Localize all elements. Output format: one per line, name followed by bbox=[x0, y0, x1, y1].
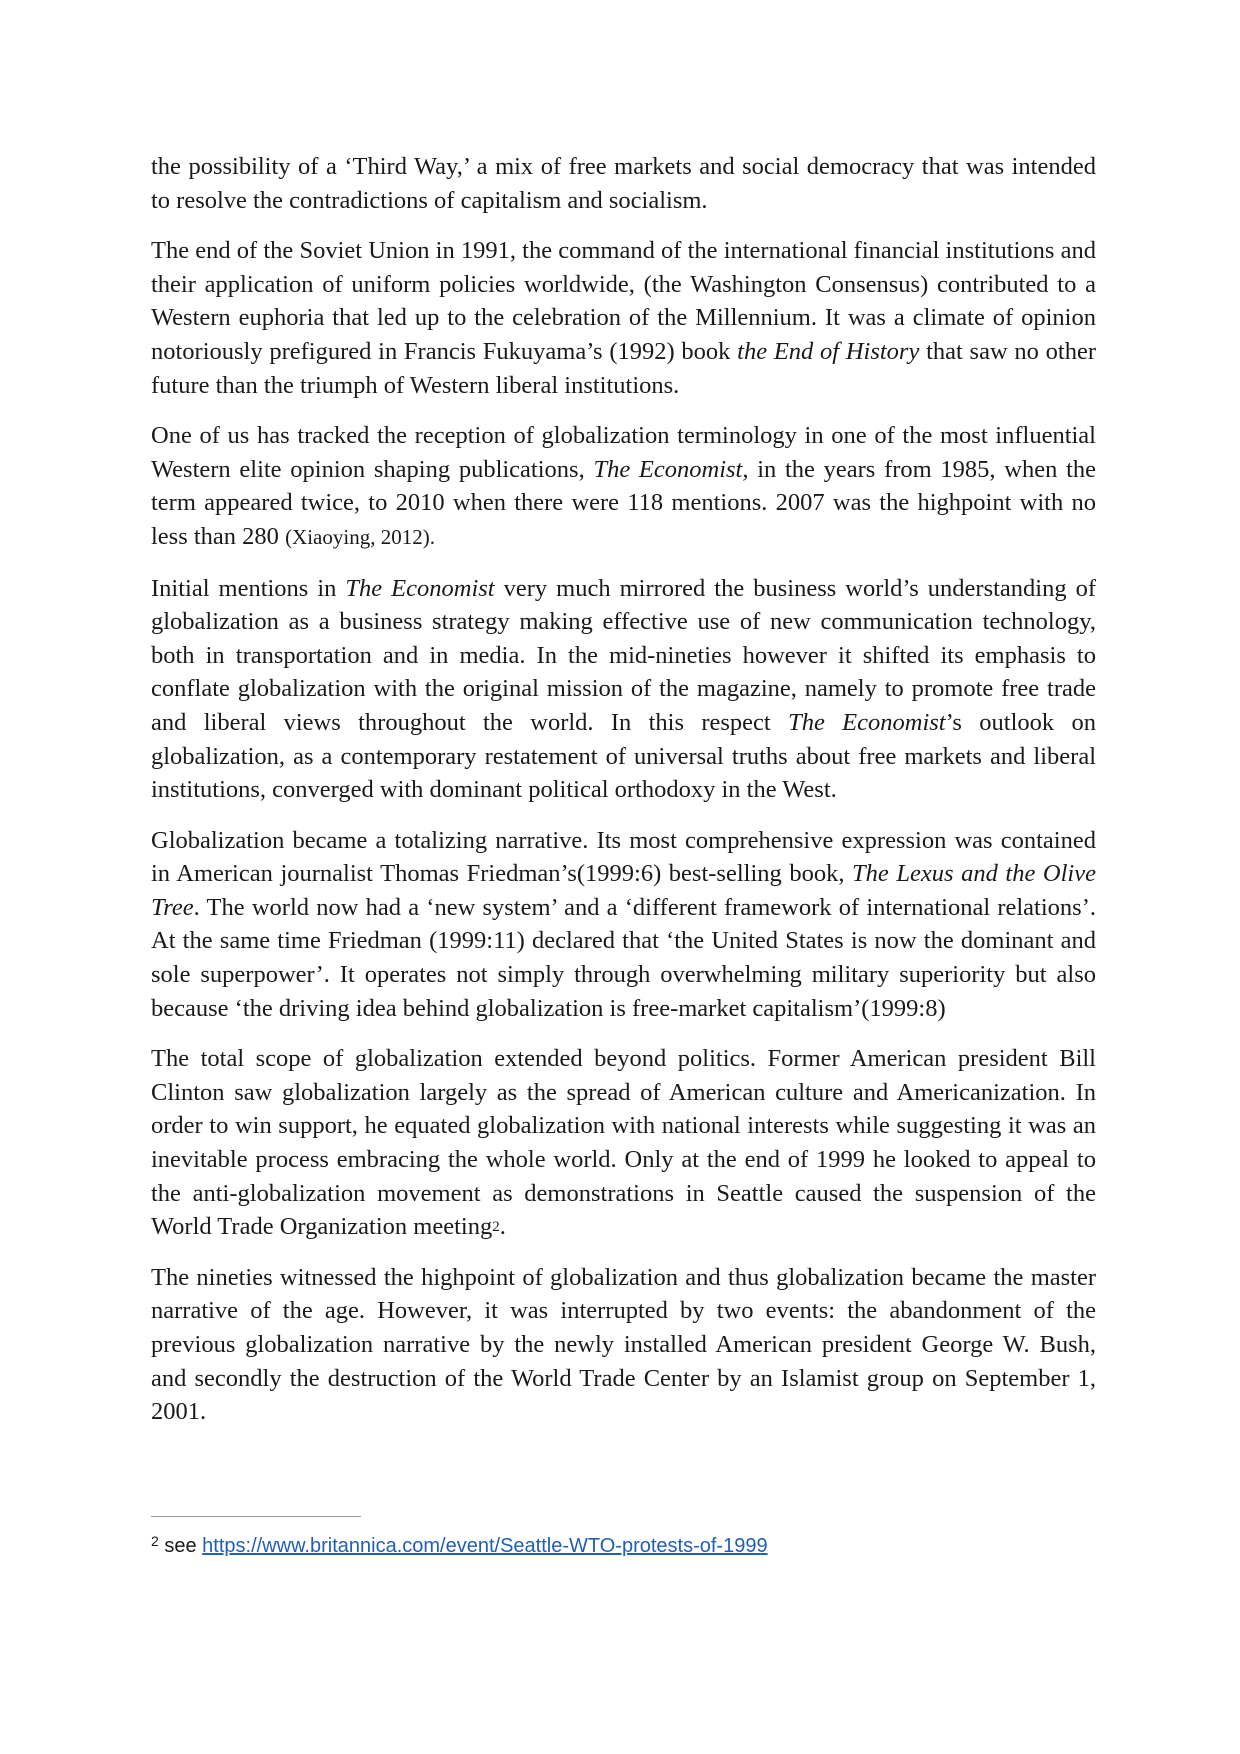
paragraph-soviet-union bbox=[151, 234, 1096, 402]
paragraph-text: The total scope of globalization extended beyond politics. Former American president Bill Clinton saw globalization largely as the spread of American culture and Americanization. In order to win support, he equated globalization with national interests while suggesting it was an inevitable process embracing the whole world. Only at the end of 1999 he looked to appeal to the anti-globalization movement as demonstrations in Seattle caused the suspension of the World Trade Organization meeting bbox=[151, 1045, 1096, 1241]
paragraph-text: . The world now had a ‘new system’ and a ‘different framework of international relations’. At the same time Friedman (1999:11) declared that ‘the United States is now the dominant and sole superpower’. It operates not simply through overwhelming military superiority but also because ‘the driving idea behind globalization is free-market capitalism’(1999:8) bbox=[151, 893, 1096, 1022]
paragraph-clinton bbox=[151, 1042, 1096, 1244]
paragraph-third-way: the possibility of a ‘Third Way,’ a mix of free markets and social democracy that was intended to resolve the contradictions of capitalism and socialism. bbox=[151, 153, 1096, 214]
paragraph-economist-tracking bbox=[151, 419, 1096, 554]
paragraph-initial-mentions bbox=[151, 572, 1096, 807]
paragraph-text: in the years from 1985, when the term appeared twice, to 2010 when there were 118 mentions. 2007 was the highpoint with no less than 280 bbox=[151, 455, 1097, 550]
paragraph-totalizing-narrative bbox=[151, 824, 1096, 1026]
paragraph-text: The end of the Soviet Union in 1991, the command of the international financial institutions and their application of uniform policies worldwide, (the Washington Consensus) contributed to a Western euphoria that led up to the celebration of the Millennium. It was a climate of opinion notoriously prefigured in Francis Fukuyama’s (1992) book bbox=[151, 237, 1096, 365]
publication-title: The Economist bbox=[345, 574, 495, 602]
footnote-number: 2 bbox=[151, 1533, 159, 1549]
footnote-reference[interactable]: 2 bbox=[492, 1219, 500, 1236]
footnote bbox=[151, 1535, 768, 1558]
publication-title: The Economist bbox=[788, 708, 946, 736]
publication-title: The Economist, bbox=[593, 455, 749, 483]
footnote-separator bbox=[151, 1516, 361, 1517]
footnote-prefix: see bbox=[158, 1535, 203, 1557]
paragraph-text: One of us has tracked the reception of globalization terminology in one of the most influential Western elite opinion shaping publications, bbox=[151, 422, 1096, 483]
paragraph-nineties: The nineties witnessed the highpoint of globalization and thus globalization became the master narrative of the age. However, it was interrupted by two events: the abandonment of the previous globalization narrative by the newly installed American president George W. Bush, and secondly the destruction of the World Trade Center by an Islamist group on September 1, 2001. bbox=[151, 1263, 1096, 1426]
book-title: The Lexus and the Olive Tree bbox=[151, 860, 1096, 921]
document-body bbox=[151, 150, 1096, 1446]
paragraph-text: very much mirrored the business world’s understanding of globalization as a business strategy making effective use of new communication technology, both in transportation and in media. In the mid-nineties however it shifted its emphasis to conflate globalization with the original mission of the magazine, namely to promote free trade and liberal views throughout the world. In this respect bbox=[151, 574, 1096, 736]
paragraph-text: Globalization became a totalizing narrative. Its most comprehensive expression was contained in American journalist Thomas Friedman’s(1999:6) best-selling book, bbox=[151, 826, 1096, 888]
paragraph-text: . bbox=[499, 1213, 506, 1241]
footnote-link[interactable]: https://www.britannica.com/event/Seattle-WTO-protests-of-1999 bbox=[202, 1535, 768, 1557]
paragraph-text: that saw no other future than the triumph of Western liberal institutions. bbox=[151, 337, 1096, 399]
book-title: the End of History bbox=[737, 337, 920, 365]
citation: (Xiaoying, 2012). bbox=[285, 524, 435, 549]
paragraph-text: Initial mentions in bbox=[151, 574, 346, 602]
paragraph-text: ’s outlook on globalization, as a contemporary restatement of universal truths about free markets and liberal institutions, converged with dominant political orthodoxy in the West. bbox=[151, 708, 1096, 804]
